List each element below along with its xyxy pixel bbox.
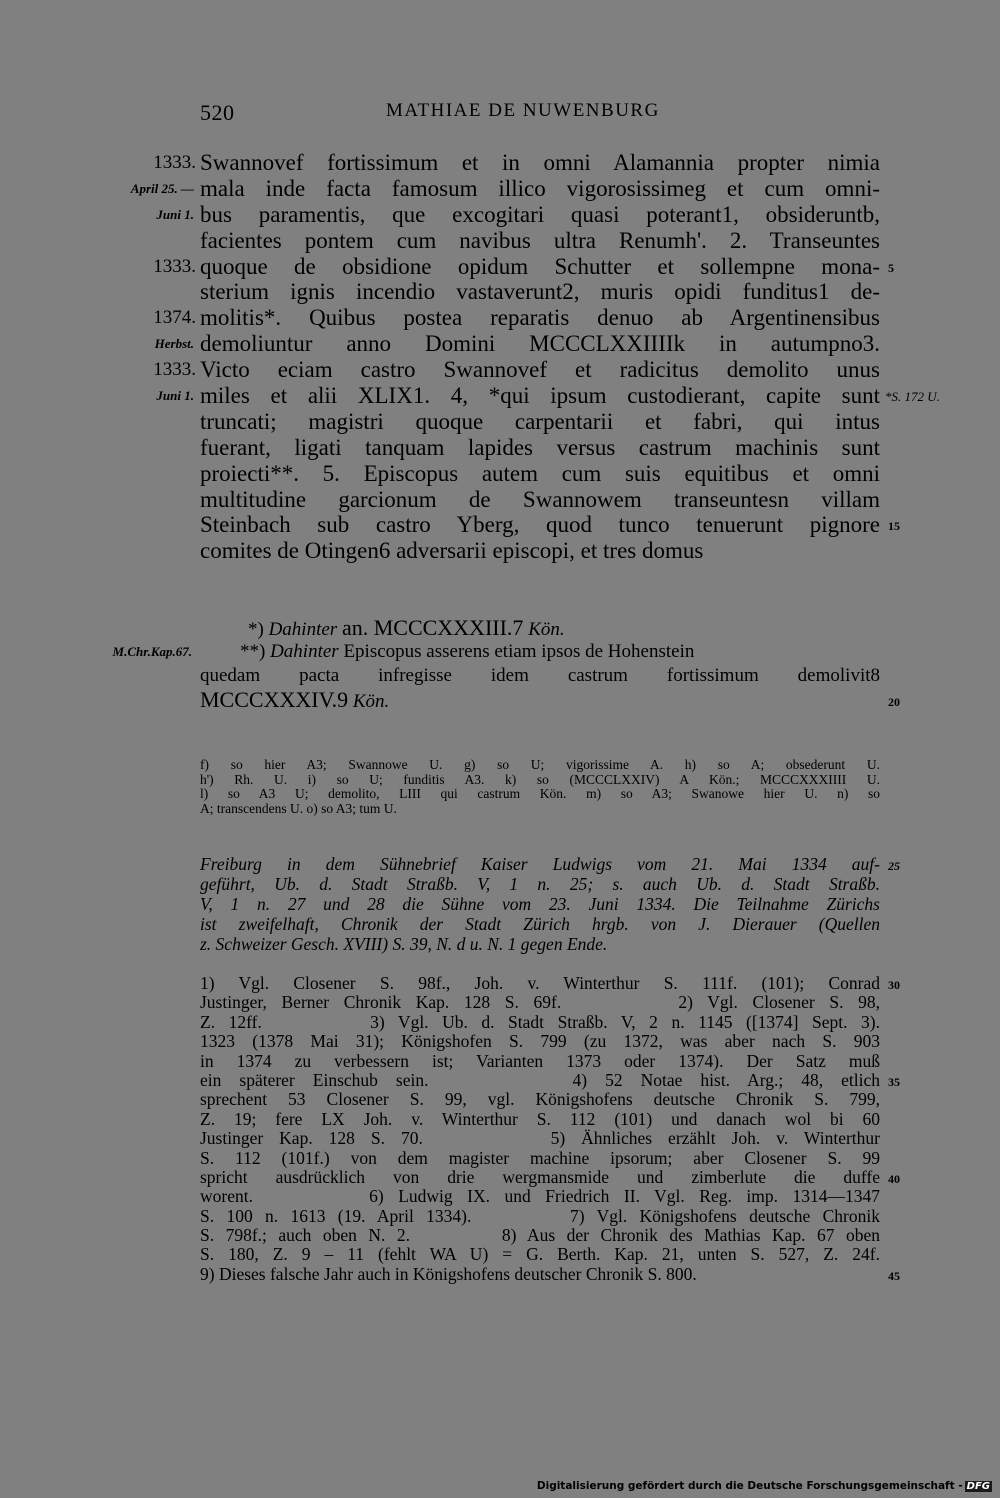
- text-line: [153, 305, 880, 331]
- footnote-text: S. 180, Z. 9 – 11 (fehlt WA U) = G. Berth. Kap. 21, unten S. 527, Z. 24f.: [200, 1244, 880, 1265]
- footnote-line: [200, 1187, 880, 1206]
- footnote-text: S. 112 (101f.) von dem magister machine ipsorum; aber Closener S. 99: [200, 1147, 880, 1168]
- footnote-line: [200, 973, 900, 993]
- footnote-text: worent. 6) Ludwig IX. und Friedrich II. Vgl. Reg. imp. 1314—1347: [200, 1186, 880, 1207]
- side-reference: *S. 172 U.: [885, 389, 940, 405]
- line-text: mala inde facta famosum illico vigorosissimeg et cum omni-: [200, 175, 880, 201]
- line-number: 20: [888, 695, 900, 709]
- commentary: [200, 854, 900, 954]
- apparatus-line: [200, 773, 880, 788]
- note-text: MCCCXXXIV.9: [200, 687, 349, 712]
- apparatus-line: [200, 758, 880, 773]
- footnote-line: [200, 1226, 880, 1245]
- footnote-line: [200, 1149, 880, 1168]
- footnote-text: S. 798f.; auch oben N. 2. 8) Aus der Chronik des Mathias Kap. 67 oben: [200, 1225, 880, 1246]
- line-number: 5: [888, 260, 894, 275]
- text-line: [200, 409, 880, 435]
- line-text: miles et alii XLIX1. 4, *qui ipsum custodierant, capite sunt: [200, 383, 880, 409]
- note-label: Dahinter: [270, 641, 339, 662]
- commentary-text: V, 1 n. 27 und 28 die Sühne vom 23. Juni 1334. Die Teilnahme Zürichs: [200, 894, 880, 914]
- footnote-line: [200, 1069, 900, 1090]
- line-number: 30: [888, 978, 900, 992]
- line-text: multitudine garcionum de Swannowem transeuntesn villam: [200, 486, 880, 512]
- commentary-line: [200, 934, 880, 954]
- commentary-text: geführt, Ub. d. Stadt Straßb. V, 1 n. 25; s. auch Ub. d. Stadt Straßb.: [200, 874, 880, 894]
- commentary-line: [200, 874, 880, 894]
- line-number: 15: [888, 519, 900, 534]
- apparatus-line: [200, 787, 880, 802]
- footnote-text: 1) Vgl. Closener S. 98f., Joh. v. Winterthur S. 111f. (101); Conrad: [200, 973, 880, 993]
- line-text: facientes pontem cum navibus ultra Renumh'. 2. Transeuntes: [200, 227, 880, 253]
- running-title: MATHIAE DE NUWENBURG: [386, 100, 660, 121]
- line-text: quoque de obsidione opidum Schutter et sollempne mona-: [200, 253, 880, 279]
- dfg-logo: DFG: [966, 1481, 990, 1492]
- running-header: [200, 100, 880, 132]
- line-text: fuerant, ligati tanquam lapides versus castrum machinis sunt: [200, 434, 880, 460]
- footnote-text: Z. 12ff. 3) Vgl. Ub. d. Stadt Straßb. V, 2 n. 1145 ([1374] Sept. 3).: [200, 1011, 880, 1032]
- text-line: [153, 253, 894, 280]
- note-marker: *): [248, 619, 264, 640]
- footnote-line: [200, 1166, 900, 1187]
- apparatus-text: l) so A3 U; demolito, LIII qui castrum Kön. m) so A3; Swanowe hier U. n) so: [200, 786, 880, 802]
- text-line: [200, 461, 880, 487]
- footnote-line: [200, 1052, 880, 1071]
- margin-year: 1333.: [153, 255, 196, 277]
- page-number: 520: [200, 100, 235, 125]
- footnote-line: [200, 1013, 880, 1032]
- margin-year: 1333.: [153, 152, 196, 173]
- footnote-line: [200, 1090, 880, 1109]
- text-line: [153, 150, 880, 176]
- star-note-2-cont: [200, 664, 880, 688]
- line-text: Victo eciam castro Swannovef et radicitus demolito unus: [200, 357, 880, 383]
- star-note-2-end: [200, 687, 900, 712]
- footnote-line: [200, 1110, 880, 1129]
- text-line: [200, 538, 880, 564]
- star-notes: [112, 615, 900, 712]
- line-text: Steinbach sub castro Yberg, quod tunco tenuerunt pignore: [200, 512, 880, 538]
- footnote-text: in 1374 zu verbessern ist; Varianten 1373 oder 1374). Der Satz muß: [200, 1050, 880, 1071]
- line-text: sterium ignis incendio vastaverunt2, muris opidi funditus1 de-: [200, 279, 880, 305]
- margin-date: Juni 1.: [156, 388, 194, 404]
- note-label: Dahinter: [268, 619, 338, 640]
- footnote-line: [200, 1032, 880, 1051]
- footnote-text: Z. 19; fere LX Joh. v. Winterthur S. 112 (101) und danach wol bi 60: [200, 1108, 880, 1129]
- margin-date: April 25. —: [130, 180, 194, 196]
- footnote-text: 9) Dieses falsche Jahr auch in Königshofens deutscher Chronik S. 800.: [200, 1263, 697, 1284]
- footnote-line: [200, 1207, 880, 1226]
- commentary-text: z. Schweizer Gesch. XVIII) S. 39, N. d u. N. 1 gegen Ende.: [200, 934, 608, 954]
- note-siglum: Kön.: [352, 691, 390, 712]
- footnote-line: [200, 1263, 900, 1284]
- text-line: [200, 228, 880, 254]
- main-text-block: [130, 150, 940, 564]
- footnote-text: Justinger Kap. 128 S. 70. 5) Ähnliches erzählt Joh. v. Winterthur: [200, 1128, 880, 1149]
- apparatus-text: A; transcendens U. o) so A3; tum U.: [200, 800, 397, 816]
- note-text: Episcopus asserens etiam ipsos de Hohenstein: [343, 641, 695, 662]
- line-text: proiecti**. 5. Episcopus autem cum suis equitibus et omni: [200, 460, 880, 486]
- footnote-line: [200, 1129, 880, 1148]
- footnote-text: Justinger, Berner Chronik Kap. 128 S. 69f. 2) Vgl. Closener S. 98,: [200, 992, 880, 1013]
- note-text: quedam pacta infregisse idem castrum fortissimum demolivit8: [200, 665, 880, 686]
- line-text: demoliuntur anno Domini MCCCLXXIIIIk in autumpno3.: [200, 331, 880, 357]
- commentary-text: Freiburg in dem Sühnebrief Kaiser Ludwigs vom 21. Mai 1334 auf-: [200, 854, 880, 874]
- text-line: [156, 383, 940, 409]
- line-number: 40: [888, 1171, 900, 1186]
- note-siglum: Kön.: [528, 619, 565, 640]
- line-number: 45: [888, 1268, 900, 1283]
- footnotes: [200, 973, 900, 1284]
- footnote-text: sprechent 53 Closener S. 99, vgl. Königshofens deutsche Chronik S. 799,: [200, 1089, 880, 1110]
- critical-apparatus: [200, 758, 880, 816]
- star-note-2: [112, 640, 880, 664]
- margin-date: Herbst.: [154, 336, 194, 352]
- footer-credit: [537, 1480, 992, 1492]
- footnote-text: S. 100 n. 1613 (19. April 1334). 7) Vgl. Königshofens deutsche Chronik: [200, 1205, 880, 1226]
- margin-year: 1333.: [153, 359, 196, 381]
- line-text: Swannovef fortissimum et in omni Alamannia propter nimia: [200, 150, 880, 175]
- commentary-line: [200, 894, 880, 914]
- text-line: [154, 331, 880, 357]
- commentary-text: ist zweifelhaft, Chronik der Stadt Zürich hrgb. von J. Dierauer (Quellen: [200, 914, 880, 934]
- margin-year: 1374.: [153, 307, 196, 329]
- text-line: [200, 512, 900, 538]
- apparatus-text: f) so hier A3; Swannowe U. g) so U; vigorissime A. h) so A; obsederunt U.: [200, 757, 880, 772]
- margin-date: Juni 1.: [156, 206, 194, 222]
- text-line: [200, 487, 880, 513]
- footnote-text: ein späterer Einschub sein. 4) 52 Notae hist. Arg.; 48, etlich: [200, 1069, 880, 1090]
- line-number: 35: [888, 1074, 900, 1089]
- note-marker: **): [240, 641, 266, 662]
- side-reference: M.Chr.Kap.67.: [112, 644, 192, 659]
- star-note-1: [200, 616, 880, 640]
- line-number: 25: [888, 859, 900, 873]
- text-line: [200, 279, 880, 305]
- line-text: bus paramentis, que excogitari quasi poterant1, obsideruntb,: [200, 201, 880, 227]
- text-line: [130, 175, 880, 202]
- footnote-text: 1323 (1378 Mai 31); Königshofen S. 799 (zu 1372, was aber nach S. 903: [200, 1031, 880, 1052]
- footer-text: Digitalisierung gefördert durch die Deutsche Forschungsgemeinschaft -: [536, 1480, 963, 1492]
- apparatus-text: h') Rh. U. i) so U; funditis A3. k) so (MCCCLXXIV) A Kön.; MCCCXXXIIII U.: [200, 771, 880, 787]
- line-text: molitis*. Quibus postea reparatis denuo ab Argentinensibus: [200, 305, 880, 331]
- text-line: [200, 435, 880, 461]
- text-line: [153, 357, 880, 383]
- commentary-line: [200, 914, 880, 934]
- footnote-line: [200, 993, 880, 1012]
- commentary-line: [200, 854, 900, 874]
- footnote-text: spricht ausdrücklich von drie wergmansmide und zimberlute die duffe: [200, 1166, 880, 1187]
- apparatus-line: [200, 802, 880, 817]
- note-text: an. MCCCXXXIII.7: [341, 615, 524, 640]
- text-line: [156, 201, 880, 228]
- line-text: truncati; magistri quoque carpentarii et fabri, qui intus: [200, 408, 880, 434]
- footnote-line: [200, 1245, 880, 1264]
- line-text: comites de Otingen6 adversarii episcopi, et tres domus: [200, 538, 704, 564]
